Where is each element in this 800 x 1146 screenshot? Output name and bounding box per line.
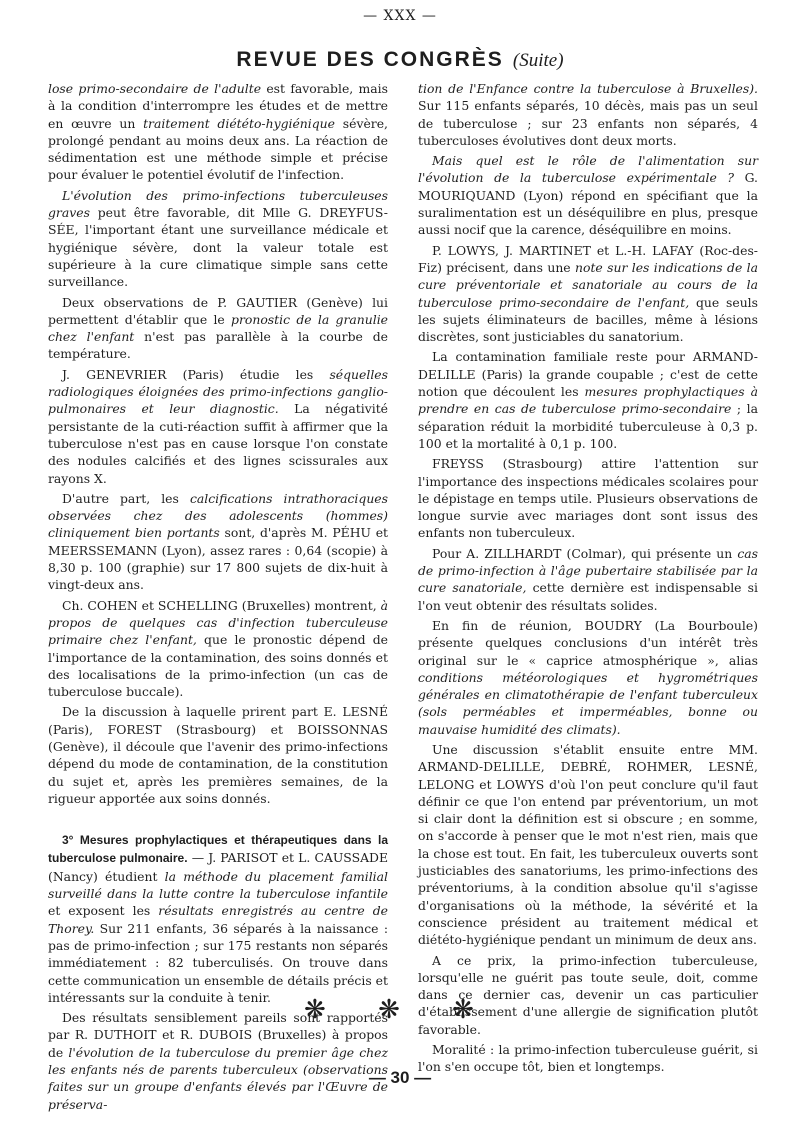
- paragraph: J. GENEVRIER (Paris) étudie les séquelles radiologiques éloignées des primo-infections ganglio-pulmonaires et leur diagnostic. La négativité persistante de la cuti-réaction suffit à affirmer que la tuberculose n'est pas en cause lorsque l'on constate des nodules calcifiés et des lignes scissurales aux rayons X.: [48, 366, 389, 486]
- paragraph: A ce prix, la primo-infection tuberculeuse, lorsqu'elle ne guérit pas toute seule, doit, comme dans ce dernier cas, devenir un cas particulier d'établissement d'une allergie de signification plutôt favorable.: [418, 952, 758, 1037]
- paragraph: Deux observations de P. GAUTIER (Genève) lui permettent d'établir que le pronostic de la granulie chez l'enfant n'est pas parallèle à la courbe de température.: [48, 294, 388, 362]
- left-column: [48, 80, 388, 1116]
- paragraph: lose primo-secondaire de l'adulte est favorable, mais à la condition d'interrompre les études et de mettre en œuvre un traitement diététo-hygiénique sévère, prolongé pendant au moins deux ans. La réaction de sédimentation est une méthode simple et précise pour évaluer le potentiel évolutif de l'infection.: [48, 81, 388, 183]
- paragraph: Pour A. ZILLHARDT (Colmar), qui présente un cas de primo-infection à l'âge pubertaire stabilisée par la cure sanatoriale, cette dernière est indispensable si l'on veut obtenir des résultats solides.: [418, 545, 758, 613]
- ornament-divider: ❋ ❋ ❋: [304, 995, 496, 1025]
- paragraph: Une discussion s'établit ensuite entre MM. ARMAND-DELILLE, DEBRÉ, ROHMER, LESNÉ, LELONG et LOWYS d'où l'on peut conclure qu'il faut définir ce que l'on entend par préventorium, un mot si clair dont la définition est si obscure ; en somme, on s'accorde à penser que le mot n'est rien, mais que la chose est tout. En fait, les tuberculeux ouverts sont justiciables des sanatoriums, les primo-infections des préventoriums, à la condition absolue qu'il s'agisse d'organisations où la méthode, la sévérité et la conscience président au traitement médical et diététo-hygiénique pendant un minimum de deux ans.: [418, 741, 758, 948]
- paragraph: De la discussion à laquelle prirent part E. LESNÉ (Paris), FOREST (Strasbourg) et BOISSONNAS (Genève), il découle que l'avenir des primo-infections dépend du mode de contamination, de la constitution du sujet et, après les premières semaines, de la rigueur apportée aux soins donnés.: [48, 704, 388, 806]
- paragraph: D'autre part, les calcifications intrathoraciques observées chez des adolescents (hommes) cliniquement bien portants sont, d'après M. PÉHU et MEERSSEMANN (Lyon), assez rares : 0,64 (scopie) à 8,30 p. 100 (graphie) sur 17 800 sujets de dix-huit à vingt-deux ans.: [48, 490, 389, 593]
- page-number-footer: — 30 —: [368, 1068, 432, 1087]
- page-number-top: — XXX —: [363, 8, 437, 24]
- section-heading: 3° Mesures prophylactiques et thérapeutiques dans la tuberculose pulmonaire.: [48, 833, 388, 866]
- paragraph: tion de l'Enfance contre la tuberculose à Bruxelles). Sur 115 enfants séparés, 10 décès, mais pas un seul de tuberculose ; sur 23 enfants non séparés, 4 tuberculoses évolutives dont deux morts.: [418, 81, 758, 148]
- paragraph: Des résultats sensiblement pareils sont rapportés par R. DUTHOIT et R. DUBOIS (Bruxelles) à propos de l'évolution de la tuberculose du premier âge chez les enfants nés de parents tuberculeux (observations faites sur un groupe d'enfants élevés par l'Œuvre de préserva-: [48, 1010, 388, 1112]
- right-column: [418, 80, 758, 1079]
- paragraph: En fin de réunion, BOUDRY (La Bourboule) présente quelques conclusions d'un intérêt très original sur le « caprice atmosphérique », alias conditions météorologiques et hygrométriques générales en climatothérapie de l'enfant tuberculeux (sols perméables et imperméables, bonne ou mauvaise humidité des climats).: [418, 617, 758, 737]
- paragraph: Ch. COHEN et SCHELLING (Bruxelles) montrent, à propos de quelques cas d'infection tuberculeuse primaire chez l'enfant, que le pronostic dépend de l'importance de la contamination, des soins donnés et des localisations de la primo-infection (un cas de tuberculose buccale).: [48, 597, 389, 700]
- paragraph: La contamination familiale reste pour ARMAND-DELILLE (Paris) la grande coupable ; c'est de cette notion que découlent les mesures prophylactiques à prendre en cas de tuberculose primo-secondaire ; la séparation réduit la morbidité tuberculeuse à 0,3 p. 100 et la mortalité à 0,1 p. 100.: [418, 349, 758, 451]
- paragraph: Moralité : la primo-infection tuberculeuse guérit, si l'on s'en occupe tôt, bien et longtemps.: [418, 1042, 758, 1075]
- paragraph: L'évolution des primo-infections tuberculeuses graves peut être favorable, dit Mlle G. DREYFUS-SÉE, l'important étant une surveillance médicale et hygiénique sévère, dont la valeur totale est supérieure à la cure climatique simple sans cette surveillance.: [48, 187, 388, 290]
- header-suffix: (Suite): [512, 50, 564, 71]
- paragraph: Mais quel est le rôle de l'alimentation sur l'évolution de la tuberculose expérimentale ? G. MOURIQUAND (Lyon) répond en spécifiant que la suralimentation est un déséquilibre en plus, presque aussi nocif que la carence, déséquilibre en moins.: [418, 153, 758, 238]
- paragraph: P. LOWYS, J. MARTINET et L.-H. LAFAY (Roc-des-Fiz) précisent, dans une note sur les indications de la cure préventoriale et sanatoriale au cours de la tuberculose primo-secondaire de l'enfant, que seuls les sujets éliminateurs de bacilles, même à lésions discrètes, sont justiciables du sanatorium.: [418, 242, 758, 345]
- section-heading-paragraph: 3° Mesures prophylactiques et thérapeutiques dans la tuberculose pulmonaire. — J. PARISOT et L. CAUSSADE (Nancy) étudient la méthode du placement familial surveillé dans la lutte contre la tuberculose infantile et exposent les résultats enregistrés au centre de Thorey. Sur 211 enfants, 36 séparés à la naissance : pas de primo-infection ; sur 175 restants non séparés immédiatement : 82 tuberculisés. On trouve dans cette communication un ensemble de détails précis et intéressants sur la conduite à tenir.: [48, 833, 388, 1005]
- header-title: REVUE DES CONGRÈS: [236, 48, 504, 71]
- paragraph: FREYSS (Strasbourg) attire l'attention sur l'importance des inspections médicales scolaires pour le dépistage en temps utile. Plusieurs observations de longue survie avec mariages dont sont issus des enfants non tuberculeux.: [418, 456, 758, 541]
- section-header: [0, 48, 800, 72]
